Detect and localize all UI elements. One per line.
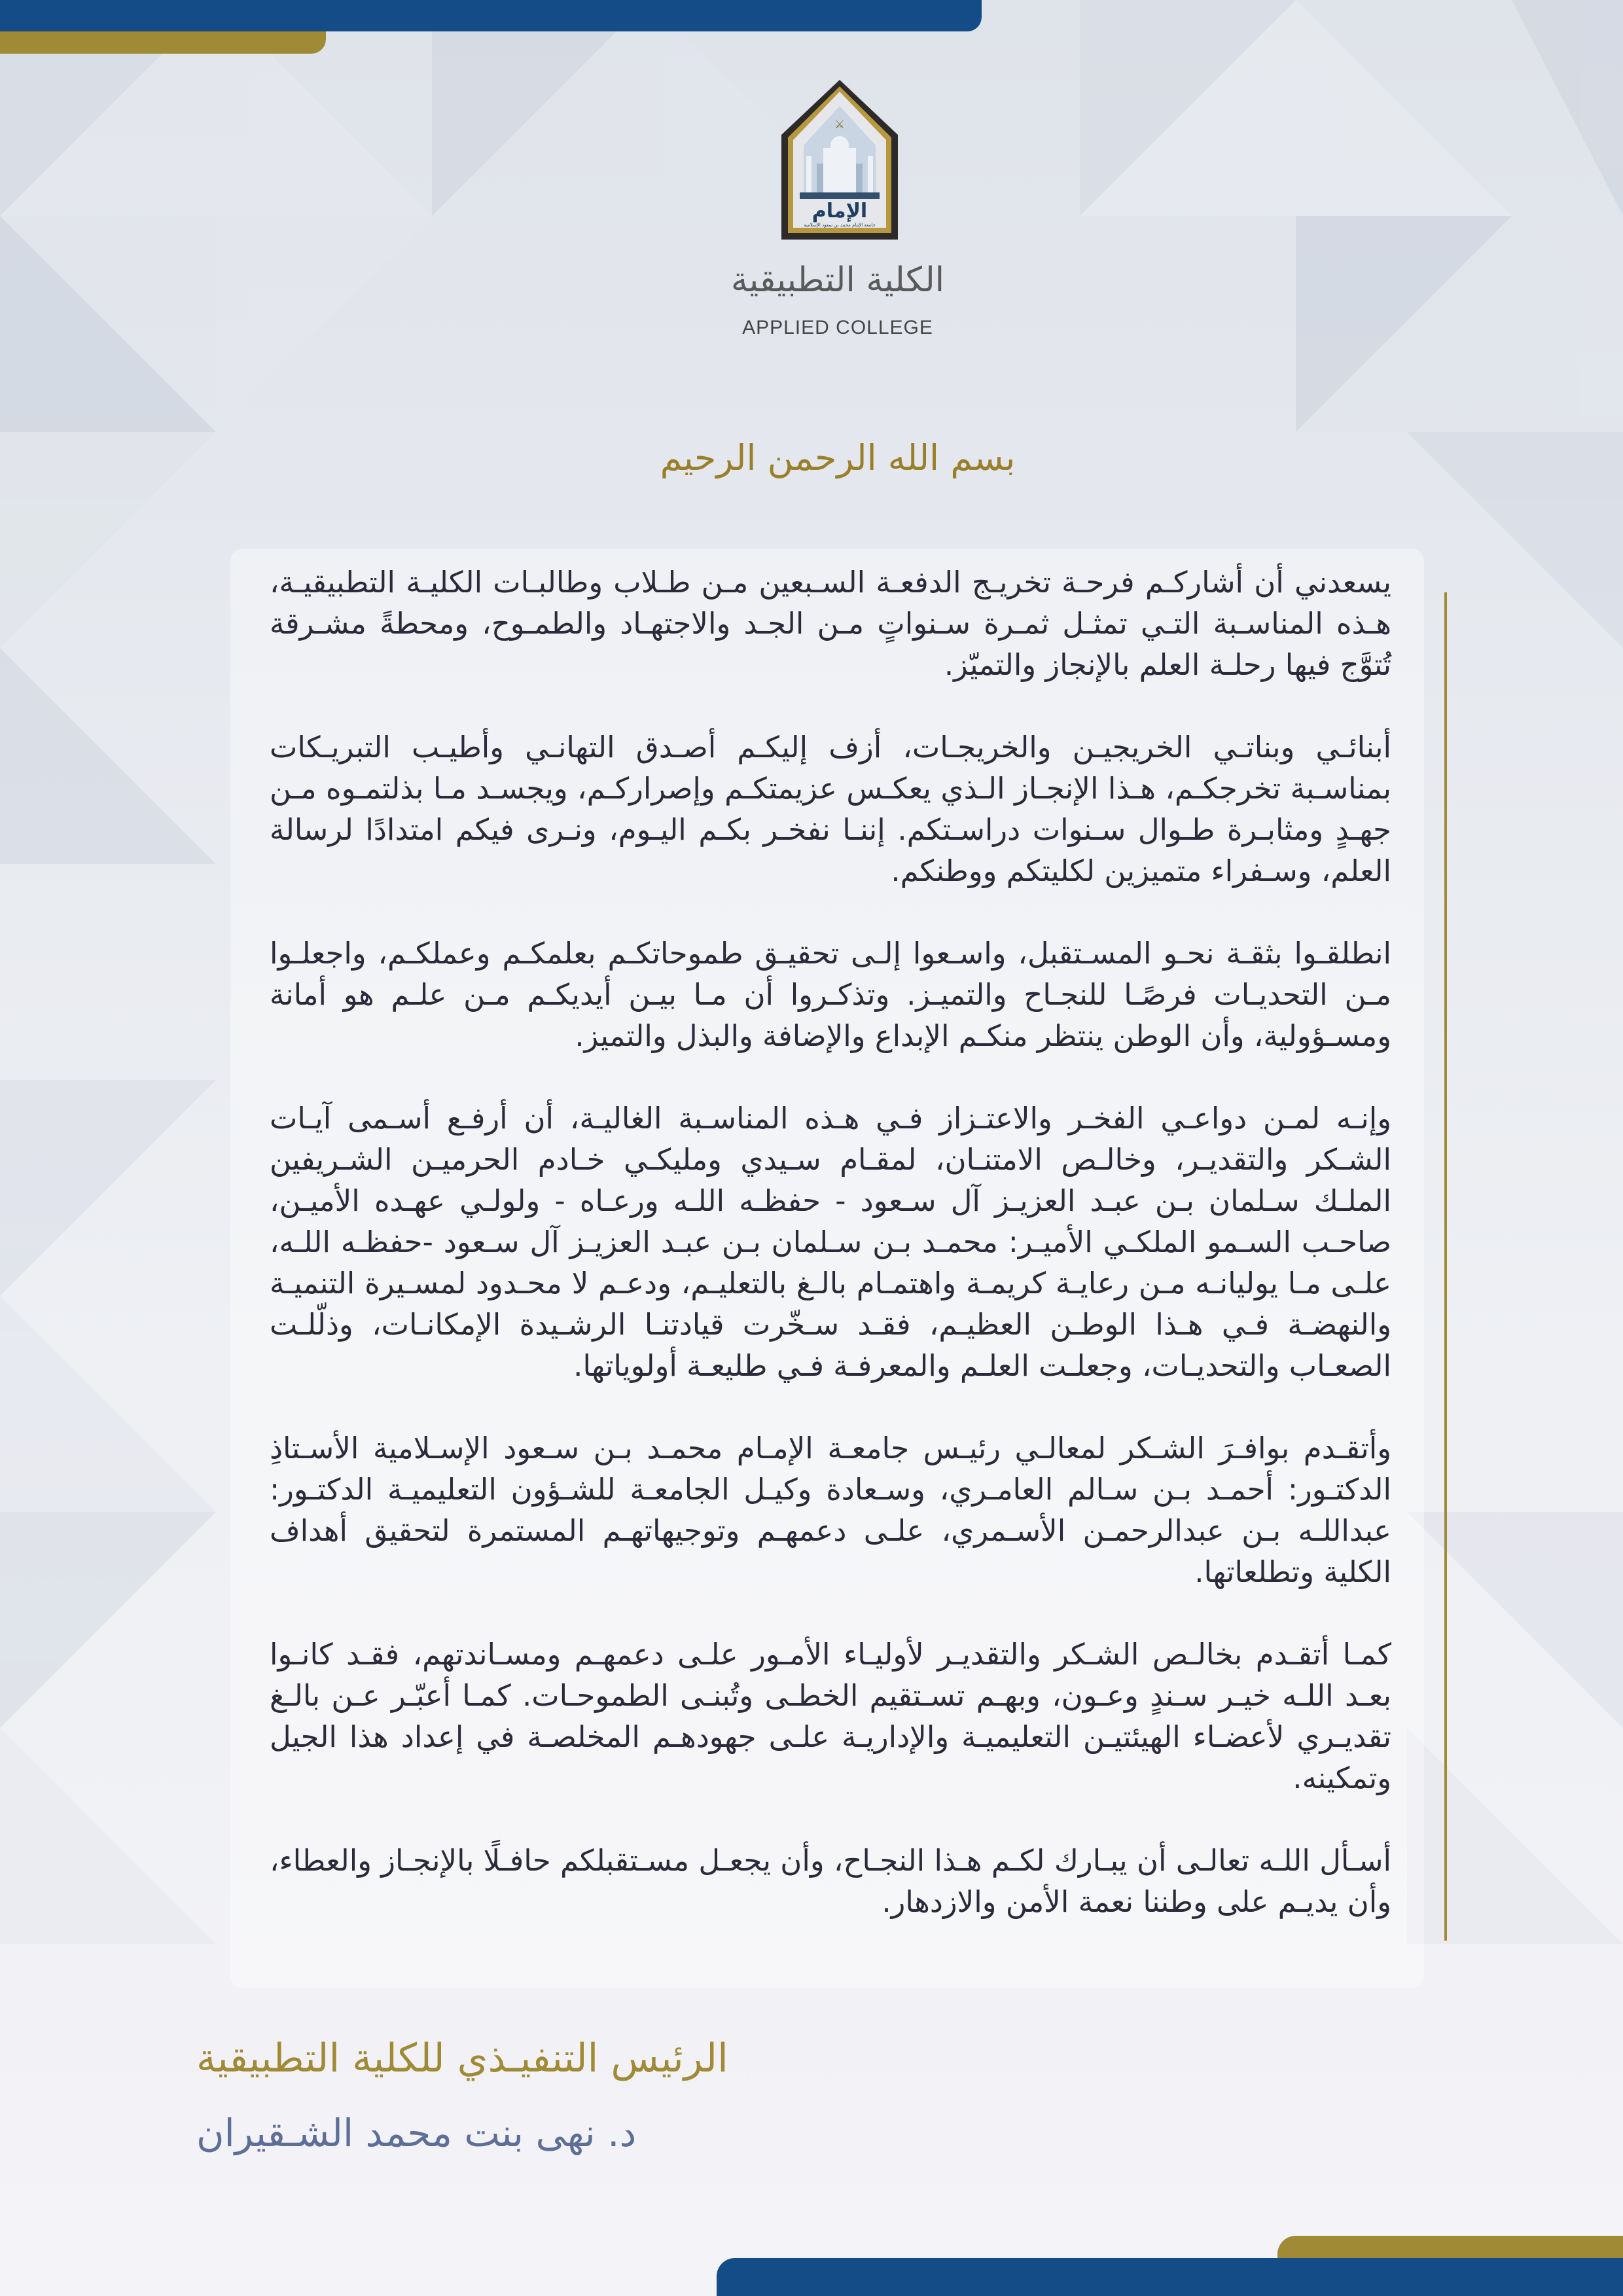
paragraph-2: أبنائـي وبناتـي الخريجيـن والخريجـات، أزف إليكـم أصـدق التهانـي وأطيـب التبريـكات بمناسـبة تخرجكـم، هـذا الإنجـاز الـذي يعكـس عزيمتكـم وإصراركـم، ويجسـد مـا بذلتمـوه مـن جهـدٍ ومثابـرة طـوال سـنوات دراسـتكم. إننـا نفخـر بكـم اليـوم، ونـرى فيكم امتدادًا لرسالة العلم، وسـفراء متميزين لكليتكم ووطنكم. [270,730,1391,888]
signer-name: د. نهى بنت محمد الشـقيران [196,2111,637,2155]
basmala-heading: بسم الله الرحمن الرحيم [660,437,1016,478]
signer-title: الرئيس التنفيـذي للكلية التطبيقية [196,2036,728,2081]
university-logo [779,77,901,245]
college-name-english: APPLIED COLLEGE [742,317,933,338]
gold-rule-2 [1444,1044,1447,1941]
paragraph-6: كمـا أتقـدم بخالـص الشـكر والتقديـر لأوليـاء الأمـور علـى دعمهـم ومسـاندتهم، فقـد كانـوا بعـد اللـه خيـر سـندٍ وعـون، وبهـم تسـتقيم الخطـى وتُبنـى الطموحـات. كمـا أعبّـر عـن بالـغ تقديـري لأعضـاء الهيئتيـن التعليميـة والإداريـة علـى جهودهـم المخلصـة في إعداد هذا الجيل وتمكينه. [270,1637,1391,1795]
paragraph-4: وإنـه لمـن دواعـي الفخـر والاعتـزاز فـي هـذه المناسـبة الغاليـة، أن أرفـع أسـمى آيـات الشـكر والتقديـر، وخالـص الامتنـان، لمقـام سـيدي ومليكـي خـادم الحرميـن الشـريفين الملـك سـلمان بـن عبـد العزيـز آل سـعود - حفظـه اللـه ورعـاه - ولولـي عهـده الأميـن، صاحـب السـمو الملكـي الأميـر: محمـد بـن سـلمان بـن عبـد العزيـز آل سـعود -حفظـه اللـه، علـى مـا يوليانـه مـن رعايـة كريمـة واهتمـام بالـغ بالتعليـم، ودعـم لا محـدود لمسـيرة التنميـة والنهضـة فـي هـذا الوطـن العظيـم، فقـد سـخّرت قيادتنـا الرشـيدة الإمكانـات، وذلّلـت الصعـاب والتحديـات، وجعلـت العلـم والمعرفـة فـي طليعـة أولوياتها. [270,1101,1391,1383]
bottom-blue-bar [717,2258,1623,2296]
paragraph-7: أسـأل اللـه تعالـى أن يبـارك لكـم هـذا النجـاح، وأن يجعـل مسـتقبلكم حافـلًا بالإنجـاز والعطاء، وأن يديـم على وطننا نعمة الأمن والازدهار. [270,1843,1391,1919]
logo-arabic-text: الإمام [812,200,868,223]
paragraph-5: وأتقـدم بوافـرَ الشـكر لمعالـي رئيـس جامعـة الإمـام محمـد بـن سـعود الإسـلامية الأسـتاذِ الدكتـور: أحمـد بـن سـالم العامـري، وسـعادة وكيـل الجامعـة للشـؤون التعليميـة الدكتـور: عبداللـه بـن عبدالرحمـن الأسـمري، علـى دعمهـم وتوجيهاتهـم المستمرة لتحقيق أهداف الكلية وتطلعاتها. [270,1431,1391,1589]
paragraph-3: انطلقـوا بثقـة نحـو المسـتقبل، واسـعوا إلـى تحقيـق طموحاتكـم بعلمكـم وعملكـم، واجعلـوا مـن التحديـات فرصًـا للنجـاح والتميـز. وتذكـروا أن مـا بيـن أيديكـم مـن علـم هو أمانة ومسـؤولية، وأن الوطن ينتظر منكـم الإبداع والإضافة والبذل والتميز. [270,936,1391,1053]
logo-arabic-subtext: جامعة الإمام محمد بن سعود الإسلامية [804,223,876,228]
top-blue-bar [0,0,982,31]
top-gold-bar [0,31,326,54]
college-name-arabic: الكلية التطبيقية [730,260,945,300]
svg-text:⚔: ⚔ [834,118,846,132]
paragraph-1: يسعدني أن أشاركـم فرحـة تخريـج الدفعـة السـبعين مـن طـلاب وطالبـات الكليـة التطبيقيـة، هـذه المناسـبة التـي تمثـل ثمـرة سـنواتٍ مـن الجـد والاجتهـاد والطمـوح، ومحطةً مشـرقة تُتوَّج فيها رحلـة العلم بالإنجاز والتميّز. [270,565,1391,682]
letter-body [270,562,1391,1964]
